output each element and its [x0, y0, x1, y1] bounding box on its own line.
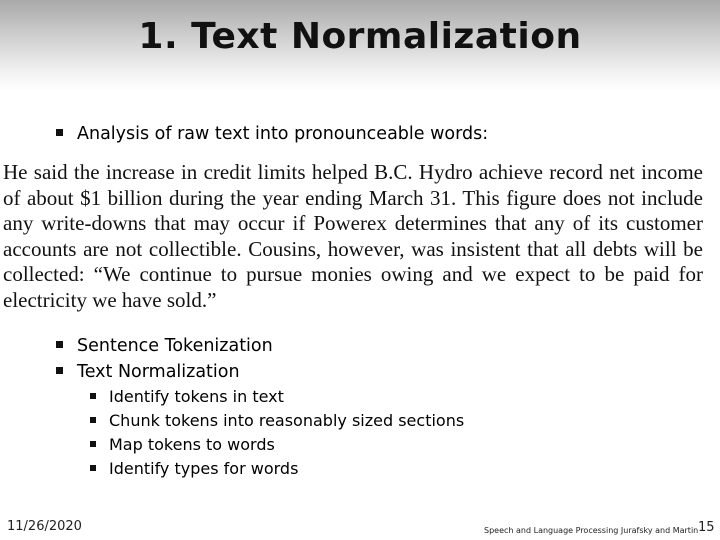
- sub-bullet-item: [90, 435, 275, 454]
- sub-bullet-item-text: Identify tokens in text: [109, 387, 284, 406]
- square-bullet-icon: [56, 341, 63, 348]
- sub-bullet-item: [90, 459, 298, 478]
- bullet-item: [56, 362, 240, 382]
- sub-bullet-item: [90, 411, 464, 430]
- intro-bullet-text: Analysis of raw text into pronounceable words:: [77, 124, 489, 144]
- square-bullet-icon: [56, 129, 63, 136]
- square-bullet-icon: [90, 465, 96, 471]
- square-bullet-icon: [90, 417, 96, 423]
- footer-credit: Speech and Language Processing Jurafsky and Martin: [484, 526, 699, 535]
- square-bullet-icon: [90, 441, 96, 447]
- sub-bullet-item-text: Chunk tokens into reasonably sized sections: [109, 411, 465, 430]
- intro-bullet: [56, 124, 488, 144]
- sub-bullet-item-text: Map tokens to words: [109, 435, 275, 454]
- sub-bullet-item: [90, 387, 284, 406]
- bullet-item-text: Sentence Tokenization: [77, 336, 273, 356]
- example-quote-paragraph: He said the increase in credit limits helped B.C. Hydro achieve record net income of about $1 billion during the year ending March 31. This figure does not include any write-downs that may occur if Powerex determines that any of its customer accounts are not collectible. Cousins, however, was insistent that all debts will be collected: “We continue to pursue monies owing and we expect to be paid for electricity we have sold.”: [3, 160, 703, 312]
- footer-date: 11/26/2020: [7, 519, 82, 534]
- square-bullet-icon: [56, 367, 63, 374]
- slide-title: 1. Text Normalization: [138, 16, 582, 57]
- page-number: 15: [698, 520, 715, 535]
- square-bullet-icon: [90, 393, 96, 399]
- sub-bullet-item-text: Identify types for words: [109, 459, 299, 478]
- bullet-item-text: Text Normalization: [77, 362, 240, 382]
- bullet-item: [56, 336, 273, 356]
